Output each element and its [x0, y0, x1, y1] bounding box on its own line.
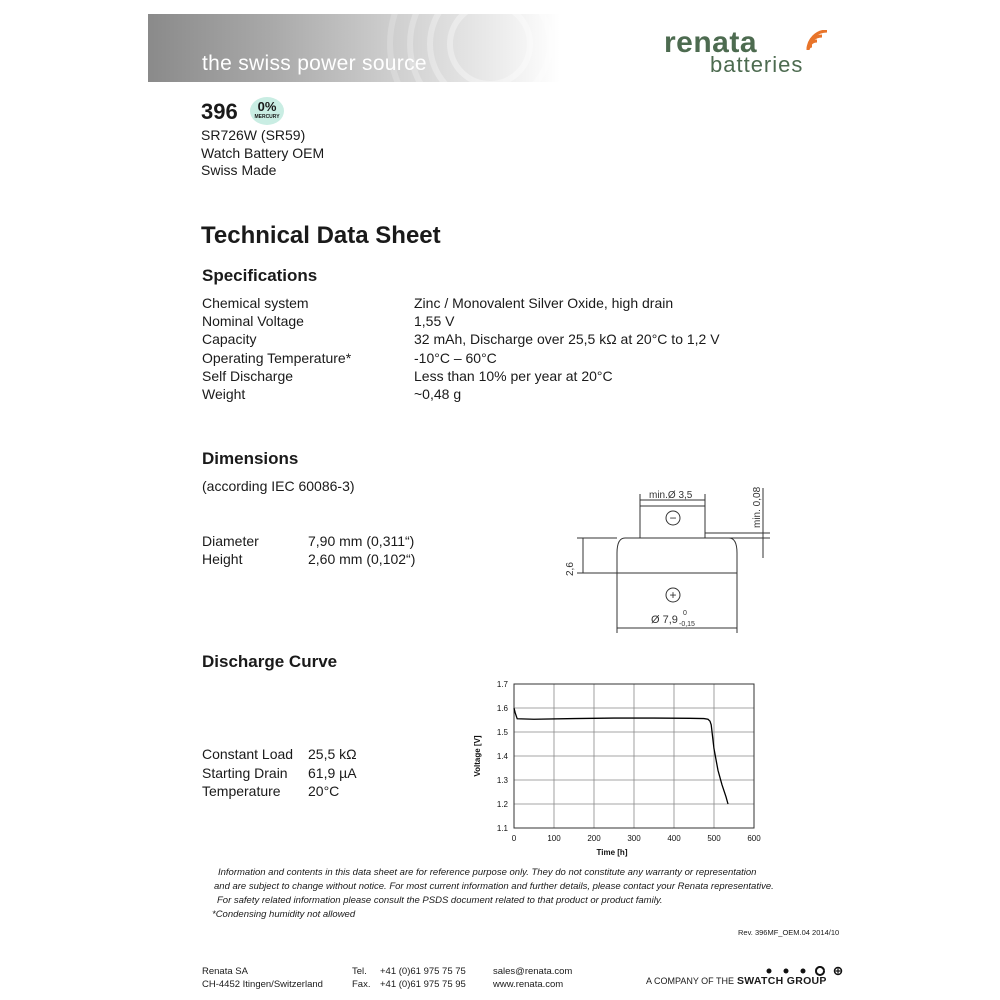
footer-tel-label: Tel.	[352, 966, 367, 977]
discharge-label: Starting Drain	[202, 765, 288, 781]
spec-value: 32 mAh, Discharge over 25,5 kΩ at 20°C to 1,2 V	[414, 331, 720, 347]
product-type: Watch Battery OEM	[201, 145, 325, 161]
disclaimer-line: and are subject to change without notice. For most current information and further details, please contact your Renata representative.	[214, 881, 774, 892]
dimension-value: 2,60 mm (0,102“)	[308, 551, 416, 567]
chart-x-tick-label: 200	[587, 834, 601, 843]
footer-group-prefix: A COMPANY OF THE	[646, 976, 735, 986]
dimensions-heading: Dimensions	[202, 449, 299, 468]
disclaimer-line: For safety related information please consult the PSDS document related to that product or product family.	[217, 895, 663, 906]
minus-terminal-symbol: −	[669, 511, 677, 525]
drawing-diameter-tol-bottom: -0,15	[679, 621, 695, 628]
discharge-value: 20°C	[308, 783, 340, 799]
chart-x-tick-label: 500	[707, 834, 721, 843]
mercury-badge-percent: 0%	[257, 99, 277, 114]
brand-logo-sub: batteries	[710, 52, 804, 77]
banner-slogan: the swiss power source	[202, 52, 427, 75]
spec-label: Capacity	[202, 331, 257, 347]
footer-group-name: SWATCH GROUP	[737, 975, 827, 987]
brand-logo-name: renata	[664, 26, 758, 59]
chart-y-axis-label: Voltage [V]	[473, 735, 482, 777]
chart-y-tick-label: 1.7	[496, 680, 508, 689]
chart-x-tick-label: 600	[747, 834, 761, 843]
product-origin: Swiss Made	[201, 162, 277, 178]
chart-y-tick-label: 1.4	[496, 752, 508, 761]
spec-label: Operating Temperature*	[202, 350, 352, 366]
drawing-diameter-tol-top: 0	[683, 610, 687, 617]
plus-terminal-symbol: +	[669, 588, 677, 602]
mercury-free-badge	[250, 97, 284, 125]
drawing-body-outline	[617, 538, 737, 573]
drawing-top-height-label: min. 0,08	[752, 486, 763, 528]
drawing-top-diameter-label: min.Ø 3,5	[649, 490, 693, 501]
footer-fax: +41 (0)61 975 75 95	[380, 979, 466, 990]
dimensions-note: (according IEC 60086-3)	[202, 478, 355, 494]
specifications-heading: Specifications	[202, 266, 318, 285]
dimension-value: 7,90 mm (0,311“)	[308, 533, 415, 549]
spec-value: Less than 10% per year at 20°C	[414, 368, 613, 384]
spec-value: -10°C – 60°C	[414, 350, 497, 366]
disclaimer-line: Information and contents in this data sheet are for reference purpose only. They do not constitute any warranty or representation	[218, 867, 757, 878]
footer-email: sales@renata.com	[493, 966, 573, 977]
footer-fax-label: Fax.	[352, 979, 371, 990]
spec-value: 1,55 V	[414, 313, 455, 329]
discharge-heading: Discharge Curve	[202, 652, 338, 671]
chart-y-tick-label: 1.1	[496, 824, 508, 833]
discharge-curve-chart	[460, 676, 770, 864]
battery-dimension-drawing	[555, 478, 780, 638]
spec-label: Chemical system	[202, 295, 309, 311]
chart-y-tick-label: 1.6	[496, 704, 508, 713]
swatch-group-dots-icon	[764, 966, 844, 976]
chart-y-tick-label: 1.5	[496, 728, 508, 737]
spec-label: Weight	[202, 386, 246, 402]
spec-value: Zinc / Monovalent Silver Oxide, high drain	[414, 295, 674, 311]
chart-y-tick-label: 1.2	[496, 800, 508, 809]
disclaimer-line: *Condensing humidity not allowed	[212, 909, 356, 920]
footer-address: CH-4452 Itingen/Switzerland	[202, 979, 323, 990]
product-designation: SR726W (SR59)	[201, 127, 306, 143]
discharge-label: Constant Load	[202, 746, 294, 762]
spec-label: Nominal Voltage	[202, 313, 304, 329]
document-title: Technical Data Sheet	[201, 222, 441, 249]
chart-y-tick-label: 1.3	[496, 776, 508, 785]
footer-company: Renata SA	[202, 966, 248, 977]
mercury-badge-label: MERCURY	[254, 114, 280, 120]
chart-x-axis-label: Time [h]	[596, 848, 628, 857]
footer-tel: +41 (0)61 975 75 75	[380, 966, 466, 977]
drawing-diameter-label: Ø 7,9	[651, 614, 678, 626]
discharge-value: 25,5 kΩ	[308, 746, 357, 762]
dimension-label: Diameter	[202, 533, 259, 549]
chart-x-tick-label: 0	[511, 834, 517, 843]
dimension-label: Height	[202, 551, 243, 567]
spec-label: Self Discharge	[202, 368, 294, 384]
spec-value: ~0,48 g	[414, 386, 462, 402]
chart-x-tick-label: 400	[667, 834, 681, 843]
brand-logo-waves-icon	[806, 30, 832, 52]
chart-x-tick-label: 300	[627, 834, 641, 843]
revision-label: Rev. 396MF_OEM.04 2014/10	[738, 928, 840, 937]
header-banner	[148, 14, 560, 82]
drawing-height-label: 2,6	[565, 562, 576, 576]
discharge-value: 61,9 µA	[308, 765, 357, 781]
chart-x-tick-label: 100	[547, 834, 561, 843]
footer-web: www.renata.com	[493, 979, 564, 990]
product-model: 396	[201, 99, 238, 124]
discharge-label: Temperature	[202, 783, 281, 799]
